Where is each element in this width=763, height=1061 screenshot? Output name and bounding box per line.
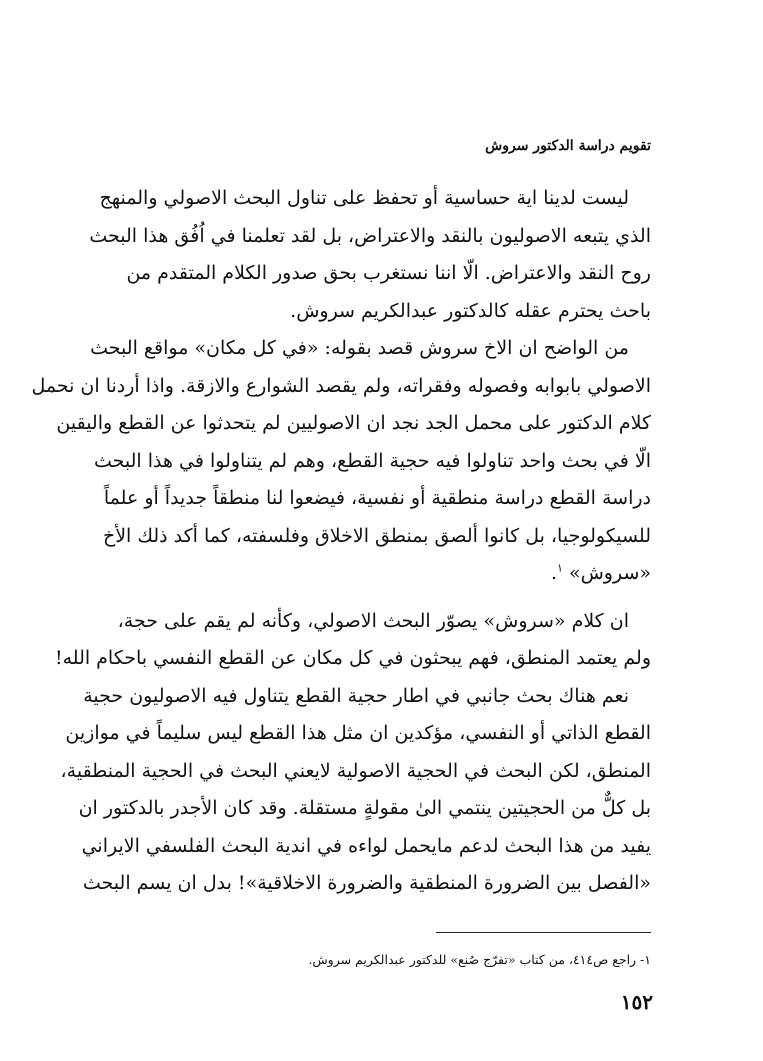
paragraph-3-line: ولم يعتمد المنطق، فهم يبحثون في كل مكان عن القطع النفسي باحكام الله! [54, 647, 651, 669]
paragraph-4-line: يفيد من هذا البحث لدعم مايحمل لواءه في اندية البحث الفلسفي الايراني [81, 834, 651, 857]
end-period: . [550, 562, 557, 584]
paragraph-1-line: الذي يتبعه الاصوليون بالنقد والاعتراض، بل لقد تعلمنا في اُفُق هذا البحث [89, 224, 651, 247]
paragraph-2-line-text: «سروش» [568, 562, 651, 584]
footnote-marker: ١ [557, 561, 563, 575]
paragraph-3-line: ان كلام «سروش» يصوّر البحث الاصولي، وكأنه لم يقم على حجة، [117, 609, 629, 632]
footnote: ١- راجع ص٤١٤، من كتاب «تفرّج صُنع» للدكتور عبدالكريم سروش. [308, 952, 651, 967]
paragraph-4-line: نعم هناك بحث جانبي في اطار حجية القطع يتناول فيه الاصوليون حجية [83, 684, 629, 707]
paragraph-2-line: دراسة القطع دراسة منطقية أو نفسية، فيضعوا لنا منطقاً جديداً أو علماً [103, 487, 651, 509]
footnote-divider [436, 932, 651, 933]
paragraph-1-line: روح النقد والاعتراض. الّا اننا نستغرب بحق صدور الكلام المتقدم من [126, 262, 651, 284]
paragraph-2-last-line [111, 555, 651, 593]
body-text [31, 180, 651, 903]
paragraph-1-line: باحث يحترم عقله كالدكتور عبدالكريم سروش. [290, 299, 651, 322]
paragraph-2-line: من الواضح ان الاخ سروش قصد بقوله: «في كل مكان» مواقع البحث [90, 337, 629, 359]
paragraph-4-line: بل كلٌّ من الحجيتين ينتمي الىٰ مقولةٍ مستقلة. وقد كان الأجدر بالدكتور ان [78, 797, 651, 819]
paragraph-4-line: المنطق، لكن البحث في الحجية الاصولية لايعني البحث في الحجية المنطقية، [60, 759, 651, 782]
page-number: ١٥٢ [620, 990, 653, 1014]
paragraph-4-line: «الفصل بين الضرورة المنطقية والضرورة الاخلاقية»! بدل ان يسم البحث [82, 872, 651, 894]
paragraph-2-line: الّا في بحث واحد تناولوا فيه حجية القطع، وهم لم يتناولوا في هذا البحث [93, 449, 651, 472]
paragraph-2-line: الاصولي بابوابه وفصوله وفقراته، ولم يقصد الشوارع والازقة. واذا أردنا ان نحمل [31, 374, 651, 397]
running-head: تقويم دراسة الدكتور سروش [485, 138, 651, 154]
paragraph-4-line: القطع الذاتي أو النفسي، مؤكدين ان مثل هذا القطع ليس سليماً في موازين [65, 722, 651, 744]
paragraph-2-line: للسيكولوجيا، بل كانوا ألصق بمنطق الاخلاق وفلسفته، كما أكد ذلك الأخ [102, 524, 651, 547]
paragraph-1-line: ليست لدينا اية حساسية أو تحفظ على تناول البحث الاصولي والمنهج [99, 187, 629, 209]
paragraph-2-line: كلام الدكتور على محمل الجد نجد ان الاصوليين لم يتحدثوا عن القطع واليقين [56, 412, 651, 434]
